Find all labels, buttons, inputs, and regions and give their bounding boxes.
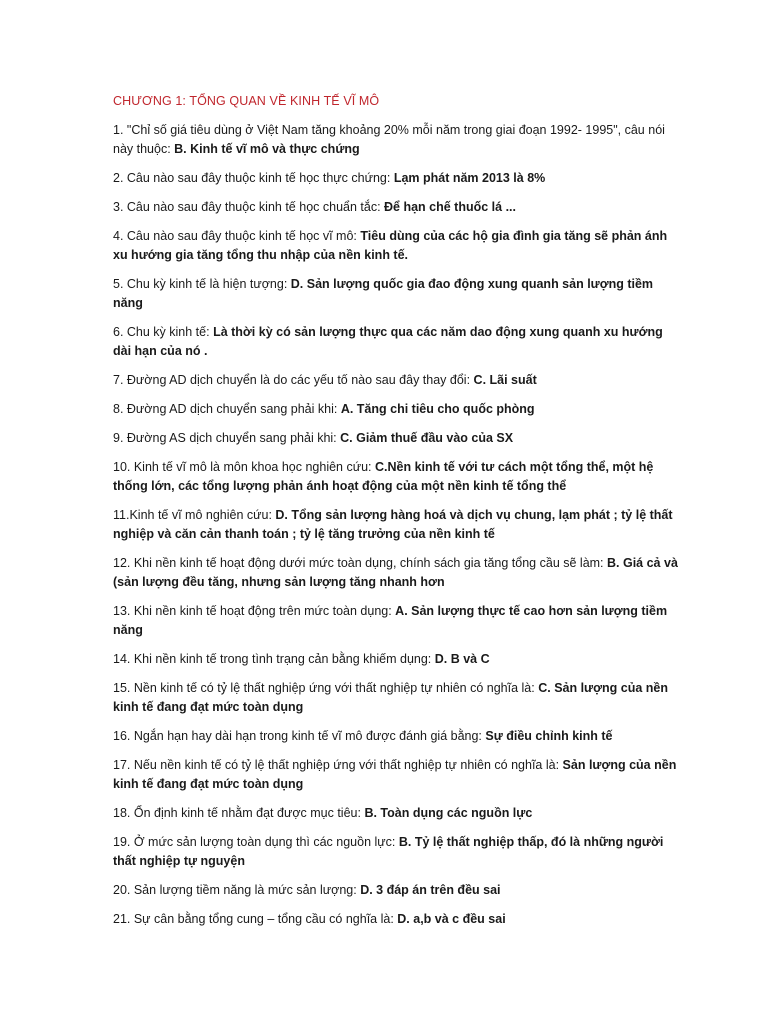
- answer-text: D. 3 đáp án trên đều sai: [360, 883, 501, 897]
- question-text: 19. Ở mức sản lượng toàn dụng thì các nguồn lực:: [113, 835, 399, 849]
- question-item: [113, 727, 678, 746]
- answer-text: B. Tỷ lệ thất nghiệp thấp, đó là những người thất nghiệp tự nguyện: [113, 835, 664, 868]
- question-item: [113, 910, 678, 929]
- question-text: 8. Đường AD dịch chuyển sang phải khi:: [113, 402, 341, 416]
- question-text: 1. "Chỉ số giá tiêu dùng ở Việt Nam tăng khoảng 20% mỗi năm trong giai đoạn 1992- 1995", câu nói này thuộc:: [113, 123, 665, 156]
- answer-text: Là thời kỳ có sản lượng thực qua các năm dao động xung quanh xu hướng dài hạn của nó .: [113, 325, 663, 358]
- question-list: [113, 121, 678, 929]
- question-text: 12. Khi nền kinh tế hoạt động dưới mức toàn dụng, chính sách gia tăng tổng cầu sẽ làm:: [113, 556, 608, 570]
- question-item: [113, 833, 678, 871]
- question-text: 6. Chu kỳ kinh tế:: [113, 325, 214, 339]
- answer-text: A. Sản lượng thực tế cao hơn sản lượng tiềm năng: [113, 604, 668, 637]
- question-item: [113, 756, 678, 794]
- answer-text: Tiêu dùng của các hộ gia đình gia tăng sẽ phản ánh xu hướng gia tăng tổng thu nhập của nền kinh tế.: [113, 229, 668, 262]
- question-item: [113, 121, 678, 159]
- question-text: 4. Câu nào sau đây thuộc kinh tế học vĩ mô:: [113, 229, 361, 243]
- question-item: [113, 275, 678, 313]
- answer-text: A. Tăng chi tiêu cho quốc phòng: [340, 402, 535, 416]
- question-text: 11.Kinh tế vĩ mô nghiên cứu:: [113, 508, 276, 522]
- question-text: 20. Sản lượng tiềm năng là mức sản lượng:: [113, 883, 361, 897]
- answer-text: D. Tổng sản lượng hàng hoá và dịch vụ chung, lạm phát ; tỷ lệ thất nghiệp và căn cản thanh toán ; tỷ lệ tăng trưởng của nền kinh tế: [113, 508, 673, 541]
- answer-text: B. Giá cả và (sản lượng đều tăng, nhưng sản lượng tăng nhanh hơn: [113, 556, 678, 589]
- answer-text: Lạm phát năm 2013 là 8%: [393, 171, 546, 185]
- question-item: [113, 198, 678, 217]
- answer-text: Sự điều chỉnh kinh tế: [485, 729, 613, 743]
- answer-text: Để hạn chế thuốc lá ...: [384, 200, 516, 214]
- question-text: 17. Nếu nền kinh tế có tỷ lệ thất nghiệp ứng với thất nghiệp tự nhiên có nghĩa là:: [113, 758, 563, 772]
- question-item: [113, 554, 678, 592]
- question-text: 13. Khi nền kinh tế hoạt động trên mức toàn dụng:: [113, 604, 396, 618]
- question-item: [113, 400, 678, 419]
- question-item: [113, 458, 678, 496]
- question-text: 16. Ngắn hạn hay dài hạn trong kinh tế vĩ mô được đánh giá bằng:: [113, 729, 486, 743]
- question-item: [113, 506, 678, 544]
- question-item: [113, 650, 678, 669]
- question-text: 21. Sự cân bằng tổng cung – tổng cầu có nghĩa là:: [113, 912, 398, 926]
- question-text: 7. Đường AD dịch chuyển là do các yếu tố nào sau đây thay đổi:: [113, 373, 474, 387]
- question-item: [113, 881, 678, 900]
- answer-text: C. Lãi suất: [473, 373, 537, 387]
- question-text: 5. Chu kỳ kinh tế là hiện tượng:: [113, 277, 291, 291]
- question-text: 14. Khi nền kinh tế trong tình trạng cản bằng khiếm dụng:: [113, 652, 435, 666]
- answer-text: D. a,b và c đều sai: [397, 912, 506, 926]
- answer-text: C. Sản lượng của nền kinh tế đang đạt mức toàn dụng: [113, 681, 668, 714]
- question-item: [113, 804, 678, 823]
- answer-text: D. Sản lượng quốc gia đao động xung quanh sản lượng tiềm năng: [113, 277, 654, 310]
- question-text: 9. Đường AS dịch chuyển sang phải khi:: [113, 431, 341, 445]
- question-text: 10. Kinh tế vĩ mô là môn khoa học nghiên cứu:: [113, 460, 375, 474]
- answer-text: C. Giảm thuế đầu vào của SX: [340, 431, 514, 445]
- answer-text: D. B và C: [434, 652, 490, 666]
- question-item: [113, 679, 678, 717]
- question-text: 18. Ổn định kinh tế nhằm đạt được mục tiêu:: [113, 806, 365, 820]
- answer-text: B. Kinh tế vĩ mô và thực chứng: [174, 142, 360, 156]
- question-item: [113, 602, 678, 640]
- question-text: 15. Nền kinh tế có tỷ lệ thất nghiệp ứng với thất nghiệp tự nhiên có nghĩa là:: [113, 681, 539, 695]
- question-text: 3. Câu nào sau đây thuộc kinh tế học chuẩn tắc:: [113, 200, 385, 214]
- question-text: 2. Câu nào sau đây thuộc kinh tế học thực chứng:: [113, 171, 394, 185]
- question-item: [113, 227, 678, 265]
- answer-text: Sản lượng của nền kinh tế đang đạt mức toàn dụng: [113, 758, 677, 791]
- chapter-title: CHƯƠNG 1: TỔNG QUAN VỀ KINH TẾ VĨ MÔ: [113, 94, 380, 108]
- question-item: [113, 371, 678, 390]
- question-item: [113, 429, 678, 448]
- answer-text: C.Nền kinh tế với tư cách một tổng thể, một hệ thống lớn, các tổng lượng phản ánh hoạt động của một nền kinh tế tổng thể: [113, 460, 654, 493]
- question-item: [113, 323, 678, 361]
- question-item: [113, 169, 678, 188]
- answer-text: B. Toàn dụng các nguồn lực: [364, 806, 533, 820]
